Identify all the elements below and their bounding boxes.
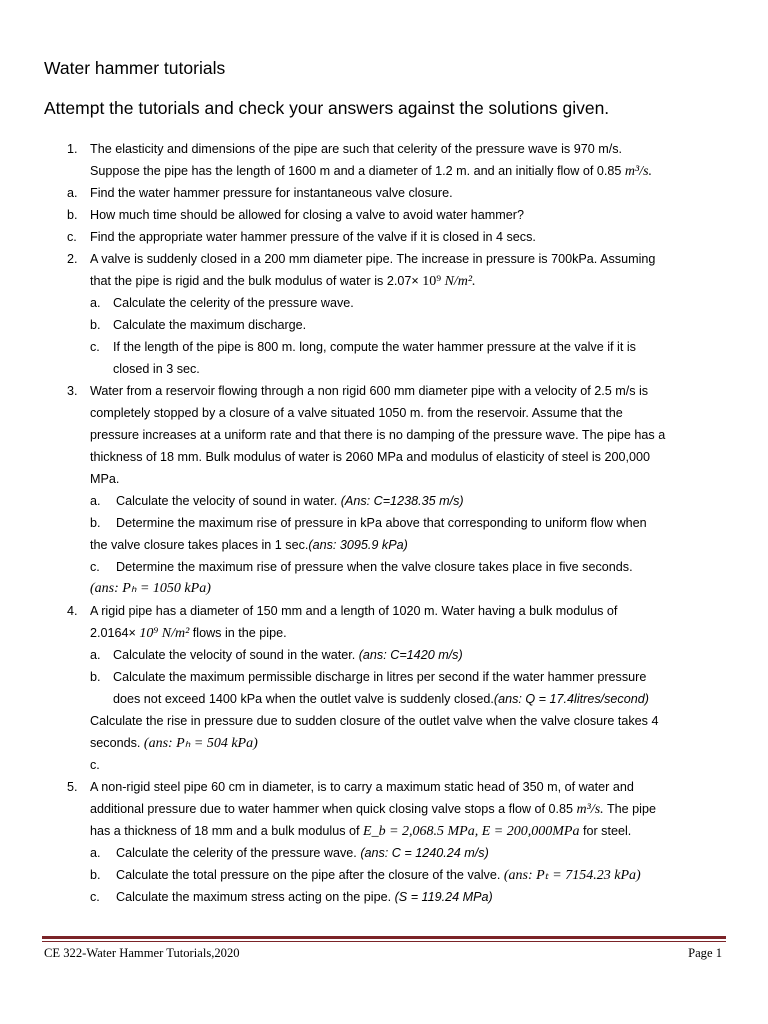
- tutorial-questions: [0, 138, 768, 908]
- q3-part-b: b. Determine the maximum rise of pressure in kPa above that corresponding to uniform flow when: [90, 516, 647, 530]
- q3-line-3: pressure increases at a uniform rate and that there is no damping of the pressure wave. The pipe has a: [90, 428, 666, 442]
- q3-part-c-answer: [0, 578, 768, 600]
- q1-line-2: Suppose the pipe has the length of 1600 m and a diameter of 1.2 m. and an initially flow of 0.85 m³/s.: [90, 164, 653, 179]
- q4-line-2: 2.0164× 10⁹ N/m² flows in the pipe.: [90, 626, 287, 641]
- q3-part-b-cont: the valve closure takes places in 1 sec.(ans: 3095.9 kPa): [90, 538, 408, 552]
- q3-part-a: a. Calculate the velocity of sound in water. (Ans: C=1238.35 m/s): [90, 494, 464, 508]
- q1-number: 1.: [67, 142, 78, 156]
- q1-line-1: 1. The elasticity and dimensions of the pipe are such that celerity of the pressure wave is 970 m/s.: [0, 138, 768, 160]
- page-subtitle: Attempt the tutorials and check your answers against the solutions given.: [44, 98, 610, 118]
- q5-answer-c: (S = 119.24 MPa): [394, 890, 493, 904]
- q2-part-c: c. If the length of the pipe is 800 m. long, compute the water hammer pressure at the valve if it is: [90, 340, 636, 354]
- q4-part-c: c.: [90, 758, 100, 772]
- q2-part-b: b. Calculate the maximum discharge.: [90, 318, 307, 332]
- q3-line-1: 3. Water from a reservoir flowing through a non rigid 600 mm diameter pipe with a velocity of 2.5 m/s is: [0, 380, 768, 402]
- q4-answer-a: (ans: C=1420 m/s): [358, 648, 463, 662]
- q5-answer-b: (ans: Pₜ = 7154.23 kPa): [503, 868, 641, 883]
- q4-part-a: a. Calculate the velocity of sound in the water. (ans: C=1420 m/s): [90, 648, 463, 662]
- q4-number: 4.: [67, 604, 78, 618]
- q5-line-3: has a thickness of 18 mm and a bulk modulus of E_b = 2,068.5 MPa, E = 200,000MPa for steel.: [90, 824, 632, 839]
- footer-page-number: Page 1: [688, 946, 722, 960]
- q4-line-seconds: seconds. (ans: Pₕ = 504 kPa): [90, 736, 258, 751]
- q4-answer-c: (ans: Pₕ = 504 kPa): [143, 736, 258, 751]
- q5-part-a: a. Calculate the celerity of the pressure wave. (ans: C = 1240.24 m/s): [90, 846, 489, 860]
- q3-number: 3.: [67, 384, 78, 398]
- q2-number: 2.: [67, 252, 78, 266]
- q3-answer-c: (ans: Pₕ = 1050 kPa): [90, 581, 211, 596]
- q3-part-c: c. Determine the maximum rise of pressure when the valve closure takes place in five seconds.: [90, 560, 633, 574]
- q3-answer-b: (ans: 3095.9 kPa): [308, 538, 408, 552]
- q5-part-b: b. Calculate the total pressure on the pipe after the closure of the valve. (ans: Pₜ = 7154.23 kPa): [90, 868, 641, 883]
- q1-part-a: a. Find the water hammer pressure for instantaneous valve closure.: [67, 186, 453, 200]
- q2-part-a: a. Calculate the celerity of the pressure wave.: [90, 296, 354, 310]
- q5-answer-a: (ans: C = 1240.24 m/s): [360, 846, 489, 860]
- q2-line-1: 2. A valve is suddenly closed in a 200 mm diameter pipe. The increase in pressure is 700kPa. Assuming: [0, 248, 768, 270]
- q3-answer-a: (Ans: C=1238.35 m/s): [340, 494, 464, 508]
- q5-line-2: additional pressure due to water hammer when quick closing valve stops a flow of 0.85 m³/s. The pipe: [90, 802, 656, 817]
- q3-line-2: completely stopped by a closure of a valve situated 1050 m. from the reservoir. Assume that the: [90, 406, 623, 420]
- q1-part-c: c. Find the appropriate water hammer pressure of the valve if it is closed in 4 secs.: [67, 230, 536, 244]
- q2-line-2: that the pipe is rigid and the bulk modulus of water is 2.07× 10⁹ N/m².: [90, 274, 476, 289]
- q4-part-b-cont: does not exceed 1400 kPa when the outlet valve is suddenly closed.(ans: Q = 17.4litres/second): [113, 692, 649, 706]
- q4-answer-b: (ans: Q = 17.4litres/second): [493, 692, 649, 706]
- q3-line-4: thickness of 18 mm. Bulk modulus of water is 2060 MPa and modulus of elasticity of steel is 200,000: [90, 450, 651, 464]
- footer-rule-thin: [42, 941, 726, 942]
- q5-number: 5.: [67, 780, 78, 794]
- q5-line-1: 5. A non-rigid steel pipe 60 cm in diameter, is to carry a maximum static head of 350 m, of water and: [0, 776, 768, 798]
- q2-part-c-cont: closed in 3 sec.: [113, 362, 200, 376]
- q4-part-b: b. Calculate the maximum permissible discharge in litres per second if the water hammer pressure: [90, 670, 647, 684]
- footer-course-title: CE 322-Water Hammer Tutorials,2020: [44, 946, 240, 960]
- page-title: Water hammer tutorials: [44, 58, 226, 78]
- q4-line-1: 4. A rigid pipe has a diameter of 150 mm and a length of 1020 m. Water having a bulk modulus of: [0, 600, 768, 622]
- q4-line-rise: Calculate the rise in pressure due to sudden closure of the outlet valve when the valve closure takes 4: [90, 714, 659, 728]
- q3-line-5: MPa.: [90, 472, 120, 486]
- footer-rule-thick: [42, 936, 726, 939]
- q1-part-b: b. How much time should be allowed for closing a valve to avoid water hammer?: [67, 208, 524, 222]
- q5-part-c: c. Calculate the maximum stress acting on the pipe. (S = 119.24 MPa): [90, 890, 493, 904]
